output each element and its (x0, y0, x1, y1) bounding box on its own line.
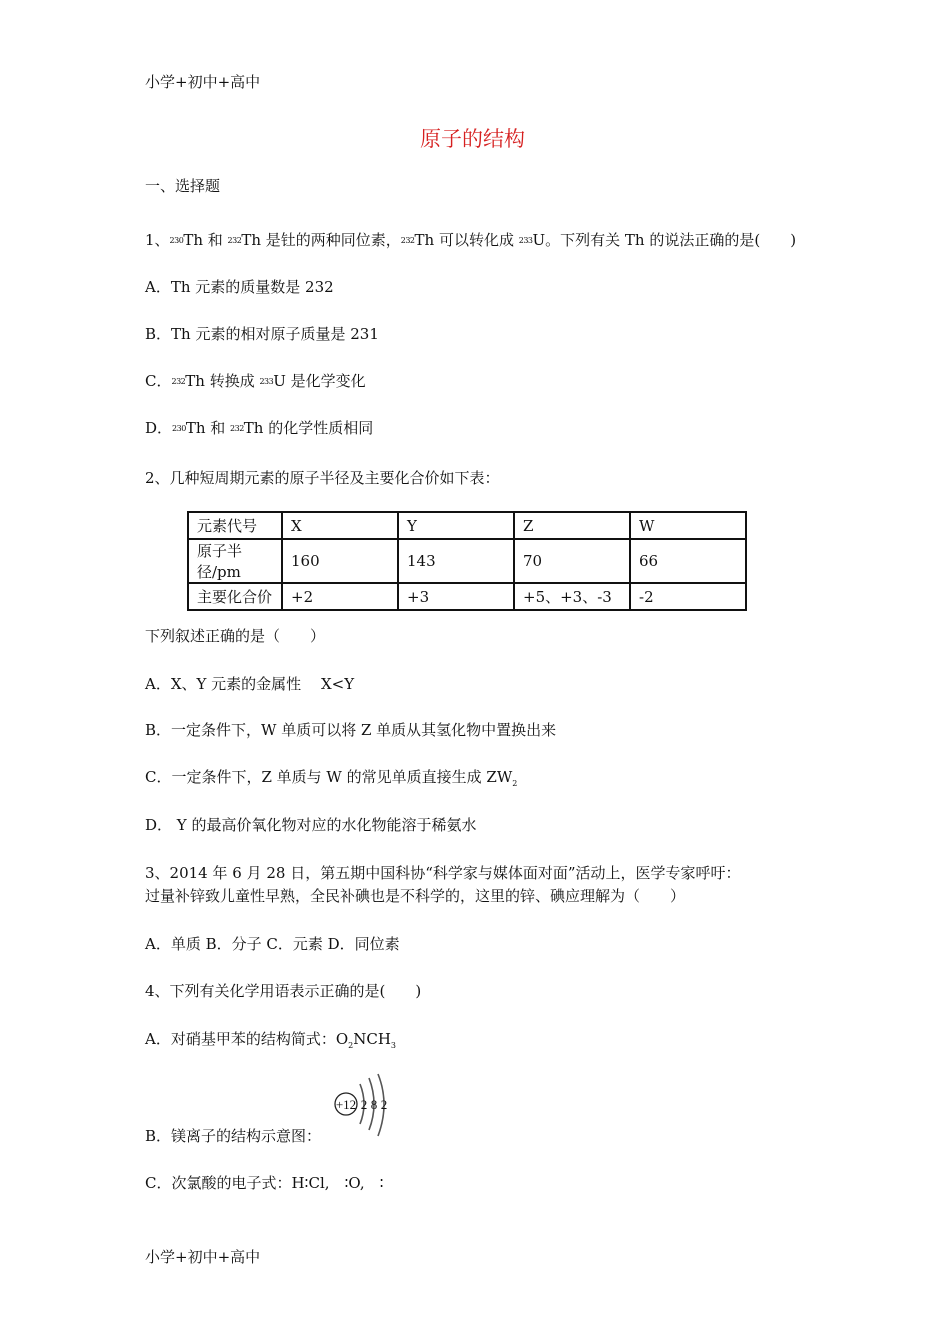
table-cell: 143 (398, 539, 514, 583)
question-3-stem-line-1: 3、2014 年 6 月 28 日，第五期中国科协“科学家与媒体面对面”活动上，医学专家呼吁： (145, 864, 741, 882)
table-cell: 主要化合价 (188, 583, 282, 610)
table-cell: X (282, 512, 398, 539)
question-4-option-a: A．对硝基甲苯的结构简式：$O_2NCH_3$ (145, 1030, 397, 1050)
question-3-options: A．单质 B．分子 C．元素 D．同位素 (145, 935, 400, 953)
table-cell: 原子半径/pm (188, 539, 282, 583)
table-cell: Z (514, 512, 630, 539)
question-1-option-b: B．Th 元素的相对原子质量是 231 (145, 325, 379, 343)
question-2-option-c: C．一定条件下，Z 单质与 W 的常见单质直接生成 $ZW_2$ (145, 768, 518, 788)
question-2-option-a: A．X、Y 元素的金属性 X<Y (145, 675, 355, 693)
table-cell: 70 (514, 539, 630, 583)
question-1-stem: 1、$^{230}$Th 和 $^{232}$Th 是钍的两种同位素，$^{232}$Th 可以转化成 $^{233}$U。下列有关 Th 的说法正确的是( ) (145, 231, 797, 249)
page-title: 原子的结构 (420, 127, 525, 151)
table-cell: Y (398, 512, 514, 539)
table-cell: +5、+3、-3 (514, 583, 630, 610)
table-cell: +3 (398, 583, 514, 610)
element-table (187, 511, 747, 611)
question-4-option-b: B．镁离子的结构示意图： (145, 1127, 322, 1145)
magnesium-ion-diagram (333, 1072, 399, 1142)
question-3-stem-line-2: 过量补锌致儿童性早熟，全民补碘也是不科学的，这里的锌、碘应理解为（ ） (145, 887, 686, 905)
question-2-ask: 下列叙述正确的是（ ） (145, 627, 326, 645)
nucleus-label: +12 (335, 1097, 357, 1112)
table-row (188, 583, 746, 610)
question-4-option-c: C．次氯酸的电子式：H∶Cl, ∶O, ∶ (145, 1174, 384, 1192)
question-1-option-d: D．$^{230}$Th 和 $^{232}$Th 的化学性质相同 (145, 419, 374, 437)
shell-electron-count: 2 (360, 1097, 368, 1112)
question-2-option-d: D． Y 的最高价氧化物对应的水化物能溶于稀氨水 (145, 816, 477, 834)
question-2-stem: 2、几种短周期元素的原子半径及主要化合价如下表： (145, 469, 500, 487)
table-row (188, 512, 746, 539)
question-1-option-a: A．Th 元素的质量数是 232 (145, 278, 334, 296)
table-cell: W (630, 512, 746, 539)
table-cell: 元素代号 (188, 512, 282, 539)
table-cell: 160 (282, 539, 398, 583)
table-cell: 66 (630, 539, 746, 583)
question-4-stem: 4、下列有关化学用语表示正确的是( ) (145, 982, 422, 1000)
shell-electron-count: 2 (380, 1097, 388, 1112)
question-2-option-b: B．一定条件下，W 单质可以将 Z 单质从其氢化物中置换出来 (145, 721, 557, 739)
page-footer: 小学+初中+高中 (145, 1248, 261, 1266)
page-header: 小学+初中+高中 (145, 73, 261, 91)
table-cell: +2 (282, 583, 398, 610)
table-cell: -2 (630, 583, 746, 610)
table-row (188, 539, 746, 583)
shell-electron-count: 8 (370, 1097, 378, 1112)
section-heading: 一、选择题 (145, 177, 221, 195)
question-1-option-c: C．$^{232}$Th 转换成 $^{233}$U 是化学变化 (145, 372, 366, 390)
